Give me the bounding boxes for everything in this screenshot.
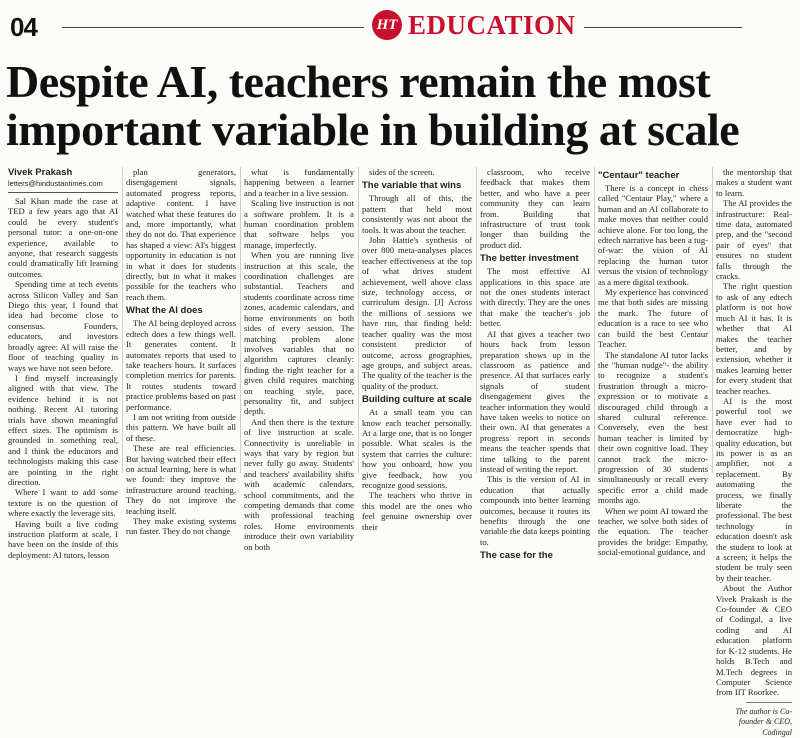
page-number: 04: [10, 12, 37, 42]
article-column-6: [598, 167, 708, 558]
column-divider: [476, 167, 477, 473]
section-masthead: [364, 10, 584, 40]
paragraph: I am not writing from outside this pattern. We have built all of these.: [126, 411, 236, 443]
footnote-rule: [746, 702, 792, 703]
paragraph: classroom, who receive feedback that makes them better, and who have a peer community they can learn from. Building that infrastructure of trust took longer than building the product did.: [480, 167, 590, 250]
ht-logo-icon: HT: [372, 10, 402, 40]
paragraph: The AI provides the infrastructure: Real-time data, automated prep, and the "second pair of eyes" that ensures no student falls through the cracks.: [716, 198, 792, 282]
column-divider: [240, 167, 241, 473]
paragraph: And then there is the texture of live instruction at scale. Connectivity is unreliable in ways that vary by region but never fully go away. Students' and teachers' availability shifts with academic calendars, school commitments, and the competing demands that come with professional teaching roles. Home environments introduce their own variability on both: [244, 416, 354, 552]
paragraph: sides of the screen.: [369, 167, 435, 177]
article-column-1: [8, 167, 118, 560]
subheading: What the AI does: [126, 305, 203, 317]
article-column-2: [126, 167, 236, 537]
paragraph: Where I want to add some texture is on the question of where exactly the leverage sits.: [8, 487, 118, 519]
author-footnote: The author is Co-founder & CEO, Codingal: [735, 706, 792, 737]
subheading: "Centaur" teacher: [598, 170, 680, 181]
paragraph: Having built a live coding instruction platform at scale, I have been on the inside of this deployment: AI tutors, lesson: [8, 518, 118, 560]
paragraph: This is the version of AI in education that actually compounds into better learning outcomes, because it routes its benefits through the one variable the data keeps pointing to.: [480, 474, 590, 547]
paragraph: When you are running live instruction at this scale, the coordination challenges are substantial. Teachers and students coordinate across time zones, academic calendars, and home environments on both sides of every session. The matching problem alone involves variables that no algorithm captures cleanly: finding the right teacher for a given child requires matching on teaching style, pace, personality fit, and subject depth.: [244, 250, 354, 417]
byline-name: Vivek Prakash: [8, 167, 73, 178]
paragraph: When we point AI toward the teacher, we solve both sides of the equation. The teacher provides the bridge: Empathy, social-emotional guidance, and: [598, 505, 708, 558]
paragraph: There is a concept in chess called "Centaur Play," where a human and an AI collaborate to make moves that neither could achieve alone. For too long, the edtech narrative has been a tug-of-war: the vision of AI replacing the human tutor versus the vision of technology as a mere digital textbook.: [598, 183, 708, 287]
subheading: The better investment: [480, 253, 579, 265]
section-title: EDUCATION: [408, 9, 576, 40]
article-column-3: [244, 167, 354, 552]
paragraph: plan generators, disengagement signals, automated progress reports, adaptive content. I have watched what these features do and, more importantly, what they do not do. That experience has shaped a view: AI's biggest opportunity in education is not in what it does for students directly, but in what it makes possible for the teachers who reach them.: [126, 167, 236, 302]
headline: Despite AI, teachers remain the most important variable in building at scale: [6, 56, 740, 155]
byline-rule: [8, 192, 118, 193]
subheading: The case for the: [480, 550, 553, 562]
paragraph: AI is the most powerful tool we have ever had to democratize high-quality education, but its power is as an amplifier, not a replacement. By automating the process, we finally liberate the professional. The best technology in education doesn't ask the student to look at a screen; it helps the student be truly seen by their teacher.: [716, 395, 792, 583]
paragraph: The standalone AI tutor lacks the "human nudge"- the ability to recognize a student's frustration through a micro-expression or to motivate a discouraged child through a shared cultural reference. Conversely, even the best human teacher is limited by their own cognitive load. They cannot track the micro-progression of 30 students simultaneously or recall every specific error a child made months ago.: [598, 349, 708, 506]
paragraph: Spending time at tech events across Silicon Valley and San Diego this year, I found that idea had become close to consensus. Founders, educators, and investors broadly agree: AI will raise the floor of teaching quality in ways we have not seen before.: [8, 279, 118, 373]
paragraph: I find myself increasingly aligned with that view. The evidence behind it is not nothing. Recent AI tutoring trials have shown meaningful effect sizes. The optimism is grounded in something real, and I think the educators and technologists making this case are pointing in the right direction.: [8, 372, 118, 487]
paragraph: John Hattie's synthesis of over 800 meta-analyses places teacher effectiveness at the top of what drives student achievement, well above class size, technology access, or curriculum design. [J] Across the millions of sessions we have run, that finding held: teacher quality was the most consistent predictor of outcome, across geographies, age groups, and subject areas. The quality of the teacher is the quality of the product.: [362, 235, 472, 391]
paragraph: Scaling live instruction is not a software problem. It is a human coordination problem that software helps you manage, imperfectly.: [244, 198, 354, 250]
paragraph: These are real efficiencies. But having watched their effect on actual learning, here is what we found: they improve the infrastructure around teaching. They do not improve the teaching itself.: [126, 443, 236, 516]
subheading: Building culture at scale: [362, 394, 472, 406]
paragraph: The teachers who thrive in this model are the ones who feel genuine ownership over their: [362, 490, 472, 532]
article-column-4: [362, 167, 472, 532]
paragraph: Sal Khan made the case at TED a few years ago that AI could be every student's personal tutor: a one-on-one experience, available to anyone, that research suggests could dramatically lift learning outcomes.: [8, 196, 118, 279]
paragraph: AI that gives a teacher two hours back from lesson preparation shows up in the classroom as patience and presence. AI that surfaces early signals of student disengagement gives the teacher information they would have taken weeks to notice on their own. AI that generates a progress report in seconds means the teacher spends that time talking to the parent instead of writing the report.: [480, 328, 590, 474]
paragraph: About the Author Vivek Prakash is the Co-founder & CEO of Codingal, a live coding and AI education platform for K-12 students. He holds B.Tech and M.Tech degrees in Computer Science from IIT Roorkee.: [716, 583, 792, 698]
paragraph: They make existing systems run faster. They do not change: [126, 516, 236, 537]
column-divider: [594, 167, 595, 473]
column-divider: [712, 167, 713, 473]
paragraph: what is fundamentally happening between a learner and a teacher in a live session.: [244, 167, 354, 198]
byline-email[interactable]: letters@hindustantimes.com: [8, 179, 103, 188]
paragraph: At a small team you can know each teacher personally. At a large one, that is no longer possible. What scales is the system that carries the culture: how you onboard, how you give feedback, how you recognize good sessions.: [362, 407, 472, 490]
paragraph: The AI being deployed across edtech does a few things well. It generates content. It automates reports that used to take teachers hours. It surfaces completion metrics for parents. It routes students toward practice problems based on past performance.: [126, 318, 236, 412]
paragraph: Through all of this, the pattern that held most consistently was not about the tools. It was about the teacher.: [362, 193, 472, 235]
article-column-5: [480, 167, 590, 562]
paragraph: the mentorship that makes a student want to learn.: [716, 167, 792, 198]
paragraph: My experience has convinced me that both sides are missing the mark. The future of education is a race to see who can build the best Centaur Teacher.: [598, 287, 708, 350]
subheading: The variable that wins: [362, 180, 462, 192]
page-header: [0, 0, 800, 52]
paragraph: The most effective AI applications in this space are not the ones students interact with directly. They are the ones that make the teacher's job better.: [480, 266, 590, 329]
column-divider: [122, 167, 123, 473]
paragraph: The right question to ask of any edtech platform is not how much AI it has. It is whether that AI makes the teacher better, and by extension, whether it makes learning better for every student that teacher reaches.: [716, 281, 792, 396]
article-column-7: [716, 167, 792, 737]
article-body: [8, 167, 792, 737]
column-divider: [358, 167, 359, 473]
